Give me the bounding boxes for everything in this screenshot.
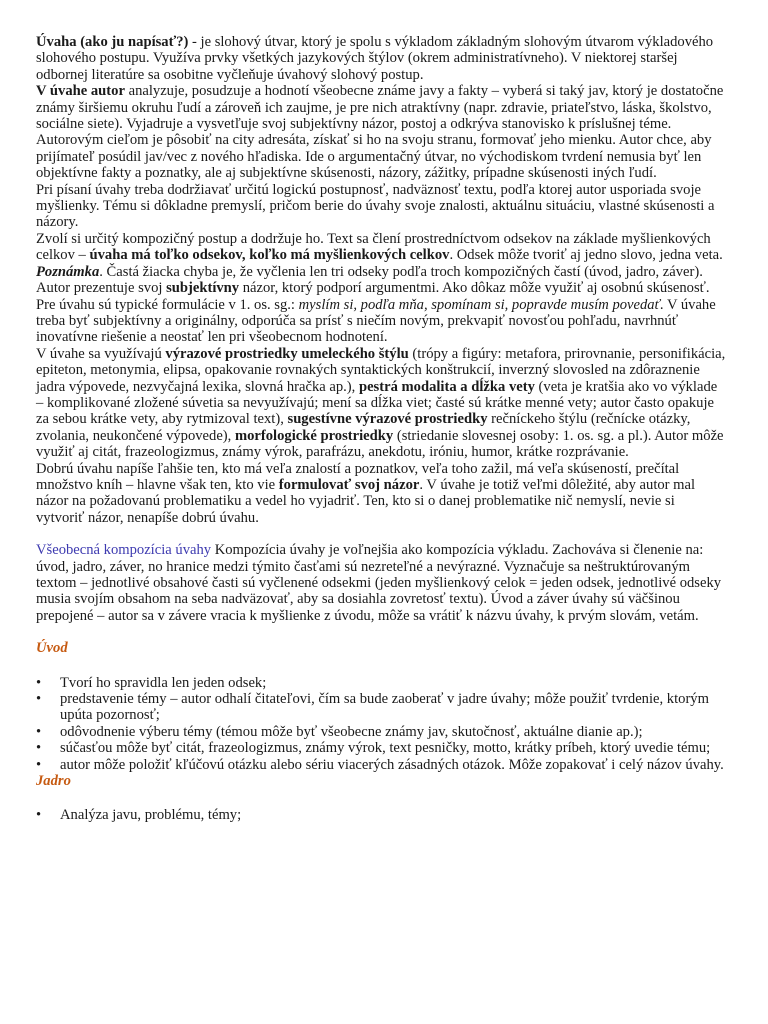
note-label: Poznámka	[36, 263, 100, 280]
paragraph-author-role: V úvahe autor analyzuje, posudzuje a hodnotí všeobecne známe javy a fakty – vyberá si taký jav, ktorý je dostatočne známy širšiemu okruhu ľudí a zároveň ich zaujme, je pre nich atraktívny (napr. zdravie, priateľstvo, láska, školstvo, sociálne siete). Vyjadruje a vysvetľuje svoj subjektívny názor, postoj a odkrýva stanovisko k príslušnej téme.	[36, 83, 724, 133]
term-v-uvahe-autor: V úvahe autor	[36, 83, 125, 100]
jadro-list	[36, 807, 726, 823]
paragraph-logical-order: Pri písaní úvahy treba dodržiavať určitú logickú postupnosť, nadväznosť textu, podľa ktorej autor usporiada svoje myšlienky. Tému si dôkladne premyslí, pričom berie do úvahy svoje znalosti, aktuálnu situáciu, vlastné skúsenosti a názory.	[36, 181, 715, 231]
heading-jadro: Jadro	[36, 773, 71, 790]
term-uvaha: Úvaha (ako ju napísať?)	[36, 34, 189, 50]
bullet-icon: •	[36, 807, 42, 824]
paragraph-author-goal: Autorovým cieľom je pôsobiť na city adresáta, získať si ho na svoju stranu, formovať jeho mienku. Autor chce, aby prijímateľ posúdil jav/vec z nového hľadiska. Ide o argumentačný útvar, no východiskom tvrdení nemusia byť len objektívne fakty a poznatky, ale aj subjektívne skúsenosti, názory, zážitky, prípadne skúsenosti iných ľudí.	[36, 132, 712, 182]
bullet-icon: •	[36, 740, 42, 757]
document-body	[36, 34, 726, 824]
heading-uvod: Úvod	[36, 640, 68, 657]
list-item: • Tvorí ho spravidla len jeden odsek;	[36, 674, 267, 691]
bullet-icon: •	[36, 723, 42, 740]
bullet-icon: •	[36, 756, 42, 773]
uvod-list	[36, 675, 726, 773]
paragraph-subjective: Autor prezentuje svoj subjektívny názor, ktorý podporí argumentmi. Ako dôkaz môže využiť aj osobnú skúsenosť. Pre úvahu sú typické formulácie v 1. os. sg.: myslím si, podľa mňa, spomínam si, popravde musím povedať. V úvahe treba byť subjektívny a originálny, odporúča sa prísť s niečím novým, prekvapiť novosťou pohľadu, navrhnúť inovatívne riešenie a neostať len pri všeobecnom hodnotení.	[36, 280, 716, 346]
list-item: • súčasťou môže byť citát, frazeologizmus, známy výrok, text pesničky, motto, krátky príbeh, ktorý uvedie tému;	[36, 740, 711, 757]
list-item: • odôvodnenie výberu témy (témou môže byť všeobecne známy jav, skutočnosť, aktuálne dianie ap.);	[36, 723, 643, 740]
paragraph-intro: Úvaha (ako ju napísať?) - je slohový útvar, ktorý je spolu s výkladom základným slohovým útvarom výkladového slohového postupu. Využíva prvky všetkých jazykových štýlov (okrem administratívneho). V niektorej staršej odbornej literatúre sa osobitne vyčleňuje úvahový slohový postup.	[36, 34, 714, 83]
paragraph-good-essay: Dobrú úvahu napíše ľahšie ten, kto má veľa znalostí a poznatkov, veľa toho zažil, má veľa skúseností, prečítal množstvo kníh – hlavne však ten, kto vie formulovať svoj názor. V úvahe je totiž veľmi dôležité, aby autor mal názor na požadovanú problematiku a vedel ho vyjadriť. Ten, kto si o danej problematike nič nemyslí, nevie si vytvoriť názor, nenapíše dobrú úvahu.	[36, 460, 696, 526]
heading-general-composition: Všeobecná kompozícia úvahy	[36, 542, 212, 559]
paragraph-composition: Zvolí si určitý kompozičný postup a dodržuje ho. Text sa člení prostredníctvom odsekov na základe myšlienkových celkov – úvaha má toľko odsekov, koľko má myšlienkových celkov. Odsek môže tvoriť aj jedno slovo, jedna veta.	[36, 230, 723, 264]
list-item: • predstavenie témy – autor odhalí čitateľovi, čím sa bude zaoberať v jadre úvahy; môže použiť tvrdenie, ktorým upúta pozornosť;	[36, 691, 709, 724]
bullet-icon: •	[36, 674, 42, 691]
bullet-icon: •	[36, 691, 42, 708]
spacer	[36, 526, 726, 542]
paragraph-expressive-means: V úvahe sa využívajú výrazové prostriedky umeleckého štýlu (trópy a figúry: metafora, prirovnanie, personifikácia, epiteton, metonymia, elipsa, opakovanie rovnakých syntaktických konštrukcií, inverzný slovosled na zdôraznenie jadra výpovede, nezvyčajná lexika, slovná hračka ap.), pestrá modalita a dĺžka vety (veta je kratšia ako vo výklade – komplikované zložené súvetia sa nevyužívajú; mení sa dĺžka viet; časté sú krátke menné vety; autor často opakuje za sebou krátke vety, aby rytmizoval text), sugestívne výrazové prostriedky rečníckeho štýlu (rečnícke otázky, zvolania, neukončené výpovede), morfologické prostriedky (striedanie slovesnej osoby: 1. os. sg. a pl.). Autor môže využiť aj citát, frazeologizmus, známy výrok, parafrázu, anekdotu, iróniu, humor, krátke rozprávanie.	[36, 345, 726, 461]
paragraph-general-composition: Všeobecná kompozícia úvahy Kompozícia úvahy je voľnejšia ako kompozícia výkladu. Zachováva si členenie na: úvod, jadro, záver, no hranice medzi týmito časťami sú nezreteľné a nevýrazné. Vyznačuje sa neštruktúrovaným textom – jednotlivé obsahové časti sú vyčlenené odsekmi (jeden myšlienkový celok = jeden odsek, jednotlivé odseky musia svojím obsahom na seba nadväzovať, aby sa dosiahla zovretosť textu). Úvod a záver úvahy sú väčšinou prepojené – autor sa v závere vracia k myšlienke z úvodu, môže sa vrátiť k názvu úvahy, k prvým slovám, vetám.	[36, 542, 722, 624]
list-item: • Analýza javu, problému, témy;	[36, 807, 242, 824]
paragraph-note: Poznámka. Častá žiacka chyba je, že vyčlenia len tri odseky podľa troch kompozičných častí (úvod, jadro, záver).	[36, 263, 703, 280]
list-item: • autor môže položiť kľúčovú otázku alebo sériu viacerých zásadných otázok. Môže zopakovať i celý názov úvahy.	[36, 756, 724, 773]
